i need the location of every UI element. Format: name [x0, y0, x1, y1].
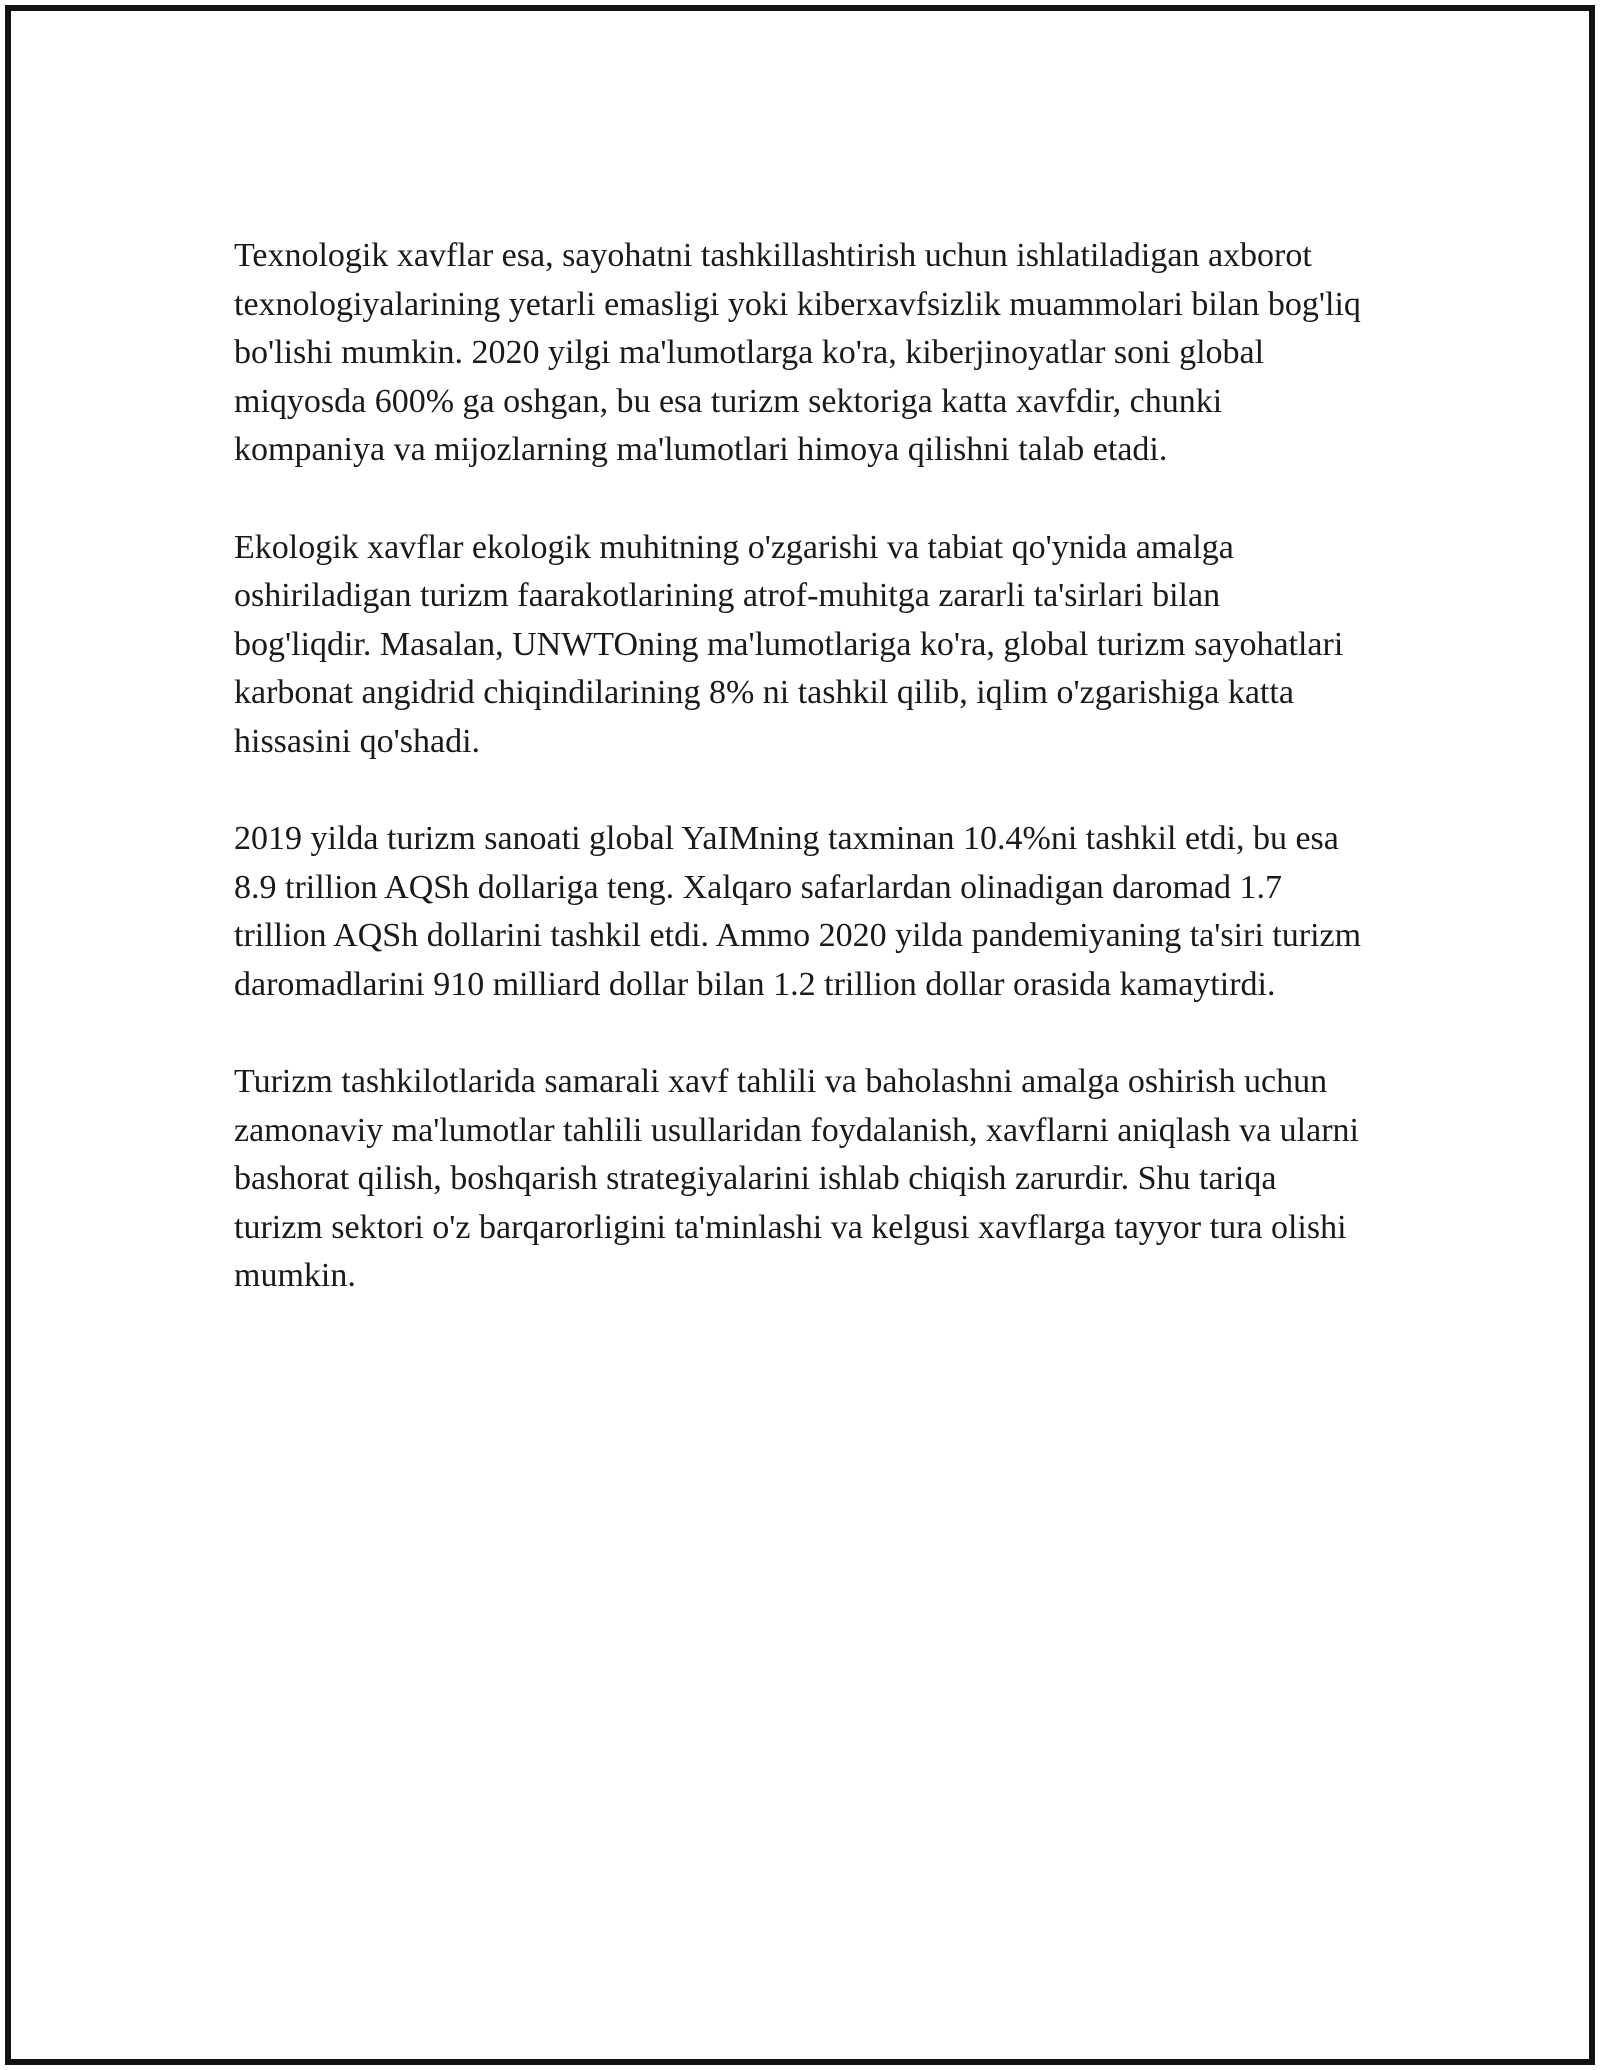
paragraph-ecological-risks: Ekologik xavflar ekologik muhitning o'zgarishi va tabiat qo'ynida amalga oshiriladigan turizm faarakotlarining atrof-muhitga zararli ta'sirlari bilan bog'liqdir. Masalan, UNWTOning ma'lumotlariga ko'ra, global turizm sayohatlari karbonat angidrid chiqindilarining 8% ni tashkil qilib, iqlim o'zgarishiga katta hissasini qo'shadi.: [234, 528, 1344, 760]
document-body: [234, 232, 1364, 1350]
paragraph-technological-risks: Texnologik xavflar esa, sayohatni tashkillashtirish uchun ishlatiladigan axborot texnologiyalarining yetarli emasligi yoki kiberxavfsizlik muammolari bilan bog'liq bo'lishi mumkin. 2020 yilgi ma'lumotlarga ko'ra, kiberjinoyatlar soni global miqyosda 600% ga oshgan, bu esa turizm sektoriga katta xavfdir, chunki kompaniya va mijozlarning ma'lumotlari himoya qilishni talab etadi.: [234, 237, 1361, 468]
paragraph-tourism-economics: 2019 yilda turizm sanoati global YaIMning taxminan 10.4%ni tashkil etdi, bu esa 8.9 trillion AQSh dollariga teng. Xalqaro safarlardan olinadigan daromad 1.7 trillion AQSh dollarini tashkil etdi. Ammo 2020 yilda pandemiyaning ta'siri turizm daromadlarini 910 milliard dollar bilan 1.2 trillion dollar orasida kamaytirdi.: [234, 820, 1362, 1003]
paragraph-risk-analysis-conclusion: Turizm tashkilotlarida samarali xavf tahlili va baholashni amalga oshirish uchun zamonaviy ma'lumotlar tahlili usullaridan foydalanish, xavflarni aniqlash va ularni bashorat qilish, boshqarish strategiyalarini ishlab chiqish zarurdir. Shu tariqa turizm sektori o'z barqarorligini ta'minlashi va kelgusi xavflarga tayyor tura olishi mumkin.: [234, 1063, 1359, 1294]
